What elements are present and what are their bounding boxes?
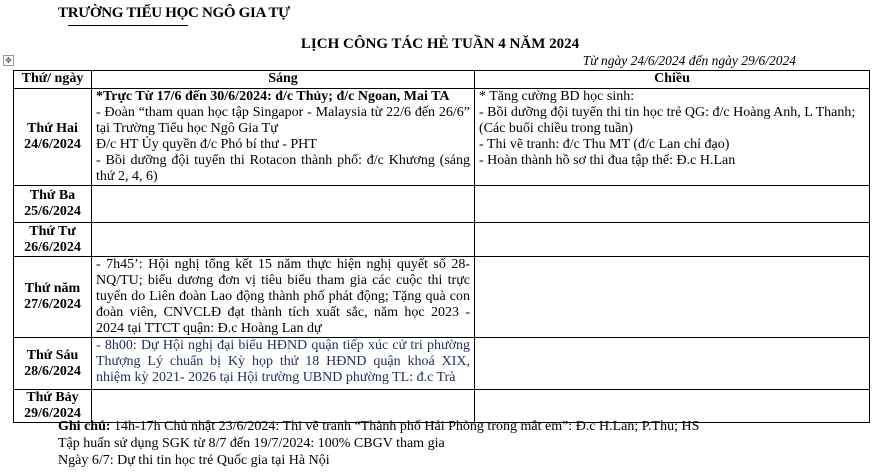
day-label: Thứ Bảy xyxy=(26,390,79,405)
table-row-friday xyxy=(14,338,870,390)
note-line-1 xyxy=(58,418,699,435)
notes xyxy=(58,418,699,469)
day-label: Thứ Hai xyxy=(27,121,78,136)
notes-label: Ghi chú: xyxy=(58,419,111,434)
day-cell xyxy=(14,338,92,390)
table-move-handle-icon[interactable]: ✥ xyxy=(3,55,14,66)
table-row-tuesday xyxy=(14,186,870,223)
table-row-thursday xyxy=(14,257,870,338)
morning-item: Đ/c HT Ủy quyền đ/c Phó bí thư - PHT xyxy=(96,137,317,152)
day-cell xyxy=(14,89,92,186)
schedule-table xyxy=(13,70,870,423)
date-label: 24/6/2024 xyxy=(24,137,81,152)
afternoon-cell[interactable] xyxy=(475,89,870,186)
school-underline xyxy=(68,25,188,26)
date-label: 27/6/2024 xyxy=(24,297,81,312)
col-header-day: Thứ/ ngày xyxy=(14,71,92,89)
day-cell xyxy=(14,223,92,257)
afternoon-item: - Bồi dưỡng đội tuyển thi tin học trẻ QG: đ/c Hoàng Anh, L Thanh; (Các buổi chiều trong tuần) xyxy=(479,105,856,136)
morning-item: - Bồi dưỡng đội tuyển thi Rotacon thành phố: đ/c Khương (sáng thứ 2, 4, 6) xyxy=(96,153,470,184)
day-label: Thứ Sáu xyxy=(26,347,79,363)
morning-cell[interactable] xyxy=(92,338,475,390)
day-label: Thứ năm xyxy=(24,281,81,296)
morning-cell[interactable] xyxy=(92,223,475,257)
morning-item: - 8h00: Dự Hội nghị đại biểu HĐND quận tiếp xúc cử tri phường Thượng Lý chuẩn bị Kỳ họp thứ 18 HĐND quận khoá XIX, nhiệm kỳ 2021- 2026 tại Hội trường UBND phường TL: đ.c Trà xyxy=(96,338,470,385)
afternoon-cell[interactable] xyxy=(475,223,870,257)
school-name xyxy=(58,5,290,22)
school-name-text: TRƯỜNG TIỂU HỌC NGÔ GIA TỰ xyxy=(58,5,290,21)
date-label: 28/6/2024 xyxy=(24,363,81,379)
date-label: 26/6/2024 xyxy=(24,239,81,255)
date-range: Từ ngày 24/6/2024 đến ngày 29/6/2024 xyxy=(582,53,796,68)
day-label: Thứ Ba xyxy=(29,188,76,203)
note-line-2: Tập huấn sử dụng SGK từ 8/7 đến 19/7/2024: 100% CBGV tham gia xyxy=(58,436,445,451)
morning-cell[interactable] xyxy=(92,257,475,338)
morning-cell[interactable] xyxy=(92,186,475,223)
col-header-morning: Sáng xyxy=(92,71,475,89)
note-line-3: Ngày 6/7: Dự thi tin học trẻ Quốc gia tại Hà Nội xyxy=(58,453,330,468)
morning-cell[interactable] xyxy=(92,89,475,186)
afternoon-cell[interactable] xyxy=(475,338,870,390)
day-label: Thứ Tư xyxy=(29,223,76,239)
date-label: 25/6/2024 xyxy=(24,204,81,219)
afternoon-item: - Hoàn thành hồ sơ thi đua tập thể: Đ.c H.Lan xyxy=(479,153,736,168)
table-row-monday xyxy=(14,89,870,186)
page-title: LỊCH CÔNG TÁC HÈ TUẦN 4 NĂM 2024 xyxy=(300,36,580,52)
date-label: 29/6/2024 xyxy=(24,406,81,421)
morning-item: - 7h45’: Hội nghị tổng kết 15 năm thực hiện nghị quyết số 28-NQ/TU; biểu dương đơn vị tiêu biểu tham gia các cuộc thi trực tuyến do Liên đoàn Lao động thành phố phát động; Tặng quà con đoàn viên, CNVCLĐ đạt thành tích xuất sắc, năm học 2023 - 2024 tại TTCT quận: Đ.c Hoàng Lan dự xyxy=(96,257,470,336)
afternoon-item: * Tăng cường BD học sinh: xyxy=(479,89,635,104)
table-row-wednesday xyxy=(14,223,870,257)
morning-item: *Trực Từ 17/6 đến 30/6/2024: đ/c Thủy; đ/c Ngoan, Mai TA xyxy=(96,89,450,104)
table-header-row xyxy=(14,71,870,89)
day-cell xyxy=(14,186,92,223)
afternoon-item: - Thi vẽ tranh: đ/c Thu MT (đ/c Lan chỉ đạo) xyxy=(479,137,730,152)
col-header-afternoon: Chiều xyxy=(475,71,870,89)
afternoon-cell[interactable] xyxy=(475,257,870,338)
note-text: 14h-17h Chủ nhật 23/6/2024: Thi vẽ tranh “Thành phố Hải Phòng trong mắt em”: Đ.c H.Lan; P.Thu; HS xyxy=(110,419,700,434)
afternoon-cell[interactable] xyxy=(475,186,870,223)
morning-item: - Đoàn “tham quan học tập Singapor - Malaysia từ 22/6 đến 26/6” tại Trường Tiểu học Ngô Gia Tự xyxy=(96,105,470,136)
day-cell xyxy=(14,257,92,338)
